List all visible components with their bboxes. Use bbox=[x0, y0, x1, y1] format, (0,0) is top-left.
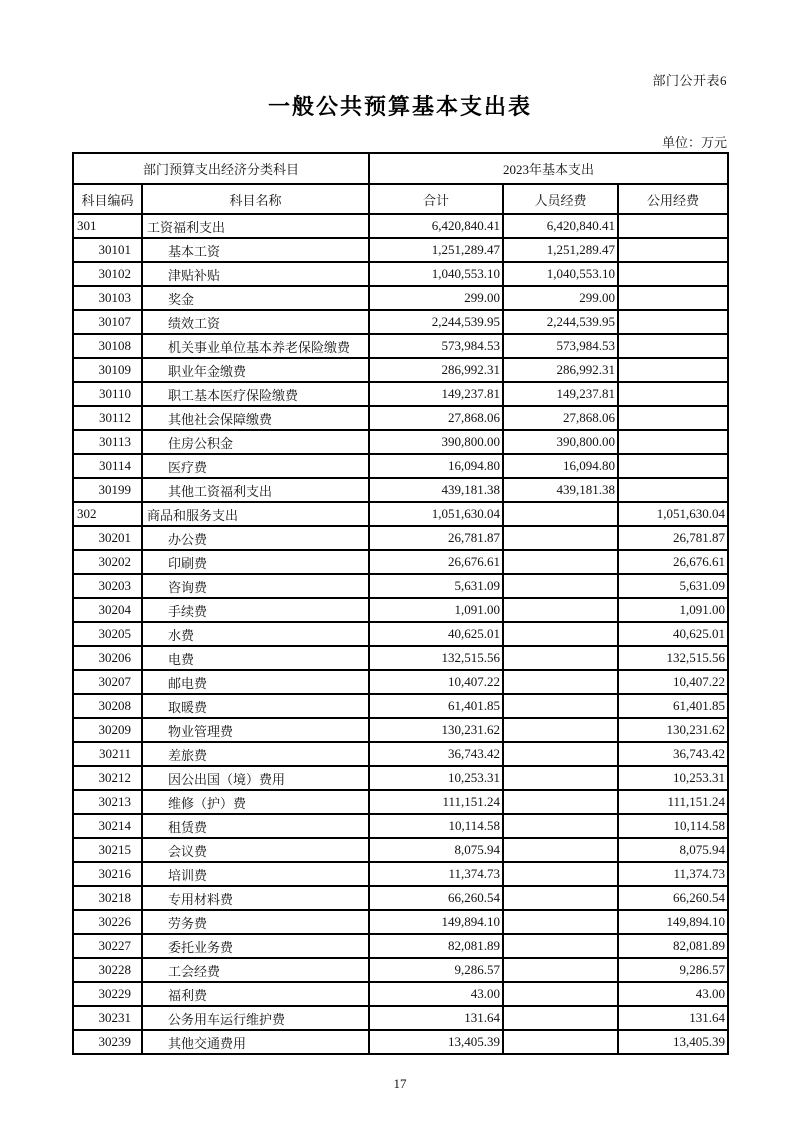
column-header-public: 公用经费 bbox=[618, 184, 728, 214]
cell-public bbox=[618, 214, 728, 238]
cell-total: 27,868.06 bbox=[369, 406, 503, 430]
cell-total: 111,151.24 bbox=[369, 790, 503, 814]
table-row bbox=[73, 814, 728, 838]
cell-total: 66,260.54 bbox=[369, 886, 503, 910]
table-row bbox=[73, 718, 728, 742]
header-group-row bbox=[73, 153, 728, 184]
cell-name: 租赁费 bbox=[142, 814, 369, 838]
cell-personnel: 149,237.81 bbox=[503, 382, 618, 406]
table-row bbox=[73, 862, 728, 886]
cell-code: 30108 bbox=[73, 334, 142, 358]
cell-name: 福利费 bbox=[142, 982, 369, 1006]
cell-name: 办公费 bbox=[142, 526, 369, 550]
cell-public: 1,091.00 bbox=[618, 598, 728, 622]
cell-public bbox=[618, 430, 728, 454]
table-row bbox=[73, 430, 728, 454]
table-row bbox=[73, 238, 728, 262]
cell-code: 30216 bbox=[73, 862, 142, 886]
cell-code: 30211 bbox=[73, 742, 142, 766]
cell-code: 30203 bbox=[73, 574, 142, 598]
cell-personnel: 573,984.53 bbox=[503, 334, 618, 358]
cell-public: 10,253.31 bbox=[618, 766, 728, 790]
cell-public: 26,781.87 bbox=[618, 526, 728, 550]
cell-total: 40,625.01 bbox=[369, 622, 503, 646]
cell-personnel bbox=[503, 814, 618, 838]
cell-code: 30107 bbox=[73, 310, 142, 334]
cell-personnel bbox=[503, 886, 618, 910]
cell-public bbox=[618, 310, 728, 334]
table-row bbox=[73, 1006, 728, 1030]
cell-public: 43.00 bbox=[618, 982, 728, 1006]
table-row bbox=[73, 694, 728, 718]
cell-personnel bbox=[503, 1006, 618, 1030]
cell-personnel bbox=[503, 790, 618, 814]
table-row bbox=[73, 574, 728, 598]
cell-public bbox=[618, 262, 728, 286]
table-row bbox=[73, 310, 728, 334]
cell-total: 149,237.81 bbox=[369, 382, 503, 406]
cell-total: 43.00 bbox=[369, 982, 503, 1006]
table-row bbox=[73, 382, 728, 406]
cell-code: 30212 bbox=[73, 766, 142, 790]
cell-name: 劳务费 bbox=[142, 910, 369, 934]
cell-public: 111,151.24 bbox=[618, 790, 728, 814]
cell-personnel: 1,040,553.10 bbox=[503, 262, 618, 286]
table-row bbox=[73, 454, 728, 478]
corner-label: 部门公开表6 bbox=[652, 73, 727, 88]
cell-public bbox=[618, 478, 728, 502]
table-row bbox=[73, 646, 728, 670]
cell-code: 30239 bbox=[73, 1030, 142, 1054]
cell-personnel bbox=[503, 958, 618, 982]
cell-personnel bbox=[503, 670, 618, 694]
cell-total: 439,181.38 bbox=[369, 478, 503, 502]
cell-name: 机关事业单位基本养老保险缴费 bbox=[142, 334, 369, 358]
cell-public: 26,676.61 bbox=[618, 550, 728, 574]
cell-name: 工会经费 bbox=[142, 958, 369, 982]
cell-code: 30218 bbox=[73, 886, 142, 910]
cell-public bbox=[618, 406, 728, 430]
cell-code: 30206 bbox=[73, 646, 142, 670]
cell-public: 36,743.42 bbox=[618, 742, 728, 766]
table-row bbox=[73, 286, 728, 310]
cell-public bbox=[618, 358, 728, 382]
cell-name: 差旅费 bbox=[142, 742, 369, 766]
cell-name: 电费 bbox=[142, 646, 369, 670]
table-row bbox=[73, 502, 728, 526]
cell-total: 16,094.80 bbox=[369, 454, 503, 478]
cell-code: 30109 bbox=[73, 358, 142, 382]
cell-total: 13,405.39 bbox=[369, 1030, 503, 1054]
cell-personnel bbox=[503, 574, 618, 598]
table-row bbox=[73, 910, 728, 934]
cell-total: 5,631.09 bbox=[369, 574, 503, 598]
cell-code: 30101 bbox=[73, 238, 142, 262]
cell-total: 131.64 bbox=[369, 1006, 503, 1030]
cell-name: 其他工资福利支出 bbox=[142, 478, 369, 502]
cell-personnel bbox=[503, 838, 618, 862]
cell-public: 82,081.89 bbox=[618, 934, 728, 958]
cell-code: 30112 bbox=[73, 406, 142, 430]
cell-public: 131.64 bbox=[618, 1006, 728, 1030]
cell-code: 30215 bbox=[73, 838, 142, 862]
cell-public: 10,114.58 bbox=[618, 814, 728, 838]
cell-personnel: 390,800.00 bbox=[503, 430, 618, 454]
table-body bbox=[73, 214, 728, 1054]
cell-total: 2,244,539.95 bbox=[369, 310, 503, 334]
cell-personnel bbox=[503, 982, 618, 1006]
cell-code: 30228 bbox=[73, 958, 142, 982]
cell-total: 1,251,289.47 bbox=[369, 238, 503, 262]
cell-personnel: 16,094.80 bbox=[503, 454, 618, 478]
cell-total: 8,075.94 bbox=[369, 838, 503, 862]
cell-code: 30204 bbox=[73, 598, 142, 622]
cell-total: 26,676.61 bbox=[369, 550, 503, 574]
cell-name: 维修（护）费 bbox=[142, 790, 369, 814]
cell-code: 30110 bbox=[73, 382, 142, 406]
cell-public: 11,374.73 bbox=[618, 862, 728, 886]
cell-total: 82,081.89 bbox=[369, 934, 503, 958]
cell-name: 住房公积金 bbox=[142, 430, 369, 454]
cell-total: 299.00 bbox=[369, 286, 503, 310]
cell-total: 61,401.85 bbox=[369, 694, 503, 718]
cell-name: 职业年金缴费 bbox=[142, 358, 369, 382]
header-group-left: 部门预算支出经济分类科目 bbox=[73, 153, 369, 184]
cell-code: 30208 bbox=[73, 694, 142, 718]
cell-code: 30231 bbox=[73, 1006, 142, 1030]
cell-name: 职工基本医疗保险缴费 bbox=[142, 382, 369, 406]
cell-name: 医疗费 bbox=[142, 454, 369, 478]
table-row bbox=[73, 622, 728, 646]
cell-public: 149,894.10 bbox=[618, 910, 728, 934]
cell-code: 30214 bbox=[73, 814, 142, 838]
cell-total: 11,374.73 bbox=[369, 862, 503, 886]
table-row bbox=[73, 334, 728, 358]
column-header-total: 合计 bbox=[369, 184, 503, 214]
cell-personnel bbox=[503, 694, 618, 718]
cell-name: 专用材料费 bbox=[142, 886, 369, 910]
cell-total: 6,420,840.41 bbox=[369, 214, 503, 238]
cell-code: 30201 bbox=[73, 526, 142, 550]
cell-personnel bbox=[503, 1030, 618, 1054]
unit-note: 单位：万元 bbox=[661, 135, 727, 150]
cell-name: 基本工资 bbox=[142, 238, 369, 262]
table-row bbox=[73, 526, 728, 550]
table-row bbox=[73, 550, 728, 574]
cell-personnel bbox=[503, 718, 618, 742]
cell-public: 1,051,630.04 bbox=[618, 502, 728, 526]
cell-name: 商品和服务支出 bbox=[142, 502, 369, 526]
cell-total: 390,800.00 bbox=[369, 430, 503, 454]
table-row bbox=[73, 598, 728, 622]
cell-public: 13,405.39 bbox=[618, 1030, 728, 1054]
column-header-personnel: 人员经费 bbox=[503, 184, 618, 214]
cell-name: 会议费 bbox=[142, 838, 369, 862]
cell-code: 30102 bbox=[73, 262, 142, 286]
cell-total: 130,231.62 bbox=[369, 718, 503, 742]
page-title: 一般公共预算基本支出表 bbox=[267, 94, 532, 119]
cell-personnel bbox=[503, 502, 618, 526]
table-row bbox=[73, 406, 728, 430]
table-row bbox=[73, 934, 728, 958]
cell-personnel bbox=[503, 622, 618, 646]
cell-personnel bbox=[503, 742, 618, 766]
cell-total: 9,286.57 bbox=[369, 958, 503, 982]
cell-code: 30207 bbox=[73, 670, 142, 694]
table-row bbox=[73, 742, 728, 766]
cell-personnel bbox=[503, 646, 618, 670]
cell-code: 30202 bbox=[73, 550, 142, 574]
header-columns-row bbox=[73, 184, 728, 214]
cell-code: 30229 bbox=[73, 982, 142, 1006]
cell-name: 邮电费 bbox=[142, 670, 369, 694]
cell-name: 培训费 bbox=[142, 862, 369, 886]
cell-name: 取暖费 bbox=[142, 694, 369, 718]
cell-name: 因公出国（境）费用 bbox=[142, 766, 369, 790]
cell-public bbox=[618, 334, 728, 358]
cell-public: 132,515.56 bbox=[618, 646, 728, 670]
cell-public: 5,631.09 bbox=[618, 574, 728, 598]
cell-name: 水费 bbox=[142, 622, 369, 646]
header-group-right: 2023年基本支出 bbox=[369, 153, 728, 184]
cell-code: 30209 bbox=[73, 718, 142, 742]
cell-name: 奖金 bbox=[142, 286, 369, 310]
cell-public: 40,625.01 bbox=[618, 622, 728, 646]
table-header bbox=[73, 153, 728, 214]
cell-public bbox=[618, 286, 728, 310]
cell-name: 工资福利支出 bbox=[142, 214, 369, 238]
cell-public: 66,260.54 bbox=[618, 886, 728, 910]
cell-personnel: 1,251,289.47 bbox=[503, 238, 618, 262]
table-row bbox=[73, 886, 728, 910]
cell-personnel bbox=[503, 550, 618, 574]
cell-total: 1,051,630.04 bbox=[369, 502, 503, 526]
column-header-name: 科目名称 bbox=[142, 184, 369, 214]
cell-total: 286,992.31 bbox=[369, 358, 503, 382]
cell-name: 物业管理费 bbox=[142, 718, 369, 742]
cell-name: 手续费 bbox=[142, 598, 369, 622]
cell-personnel: 299.00 bbox=[503, 286, 618, 310]
cell-personnel bbox=[503, 598, 618, 622]
cell-code: 30205 bbox=[73, 622, 142, 646]
table-row bbox=[73, 478, 728, 502]
column-header-code: 科目编码 bbox=[73, 184, 142, 214]
cell-total: 1,040,553.10 bbox=[369, 262, 503, 286]
cell-public: 10,407.22 bbox=[618, 670, 728, 694]
budget-table bbox=[72, 152, 729, 1055]
cell-code: 30199 bbox=[73, 478, 142, 502]
cell-name: 委托业务费 bbox=[142, 934, 369, 958]
cell-name: 公务用车运行维护费 bbox=[142, 1006, 369, 1030]
cell-code: 302 bbox=[73, 502, 142, 526]
cell-total: 10,253.31 bbox=[369, 766, 503, 790]
cell-code: 30213 bbox=[73, 790, 142, 814]
cell-personnel: 6,420,840.41 bbox=[503, 214, 618, 238]
cell-personnel: 27,868.06 bbox=[503, 406, 618, 430]
cell-total: 26,781.87 bbox=[369, 526, 503, 550]
cell-name: 其他社会保障缴费 bbox=[142, 406, 369, 430]
cell-public: 8,075.94 bbox=[618, 838, 728, 862]
table-row bbox=[73, 790, 728, 814]
table-row bbox=[73, 982, 728, 1006]
cell-code: 30103 bbox=[73, 286, 142, 310]
table-row bbox=[73, 838, 728, 862]
cell-total: 10,407.22 bbox=[369, 670, 503, 694]
cell-code: 30114 bbox=[73, 454, 142, 478]
cell-total: 132,515.56 bbox=[369, 646, 503, 670]
cell-personnel bbox=[503, 862, 618, 886]
cell-public: 61,401.85 bbox=[618, 694, 728, 718]
table-row bbox=[73, 766, 728, 790]
table-row bbox=[73, 1030, 728, 1054]
cell-total: 573,984.53 bbox=[369, 334, 503, 358]
cell-name: 咨询费 bbox=[142, 574, 369, 598]
cell-personnel: 2,244,539.95 bbox=[503, 310, 618, 334]
cell-code: 301 bbox=[73, 214, 142, 238]
cell-public bbox=[618, 238, 728, 262]
cell-public: 9,286.57 bbox=[618, 958, 728, 982]
table-row bbox=[73, 358, 728, 382]
page-number: 17 bbox=[393, 1076, 407, 1091]
cell-code: 30227 bbox=[73, 934, 142, 958]
cell-total: 1,091.00 bbox=[369, 598, 503, 622]
cell-personnel bbox=[503, 910, 618, 934]
cell-total: 10,114.58 bbox=[369, 814, 503, 838]
table-row bbox=[73, 670, 728, 694]
cell-code: 30113 bbox=[73, 430, 142, 454]
cell-personnel: 286,992.31 bbox=[503, 358, 618, 382]
cell-personnel bbox=[503, 766, 618, 790]
cell-total: 149,894.10 bbox=[369, 910, 503, 934]
cell-personnel: 439,181.38 bbox=[503, 478, 618, 502]
cell-name: 津贴补贴 bbox=[142, 262, 369, 286]
cell-name: 印刷费 bbox=[142, 550, 369, 574]
cell-name: 绩效工资 bbox=[142, 310, 369, 334]
cell-public bbox=[618, 454, 728, 478]
cell-public: 130,231.62 bbox=[618, 718, 728, 742]
table-row bbox=[73, 262, 728, 286]
cell-public bbox=[618, 382, 728, 406]
table-row bbox=[73, 958, 728, 982]
cell-personnel bbox=[503, 526, 618, 550]
cell-personnel bbox=[503, 934, 618, 958]
cell-name: 其他交通费用 bbox=[142, 1030, 369, 1054]
cell-total: 36,743.42 bbox=[369, 742, 503, 766]
table-row bbox=[73, 214, 728, 238]
cell-code: 30226 bbox=[73, 910, 142, 934]
